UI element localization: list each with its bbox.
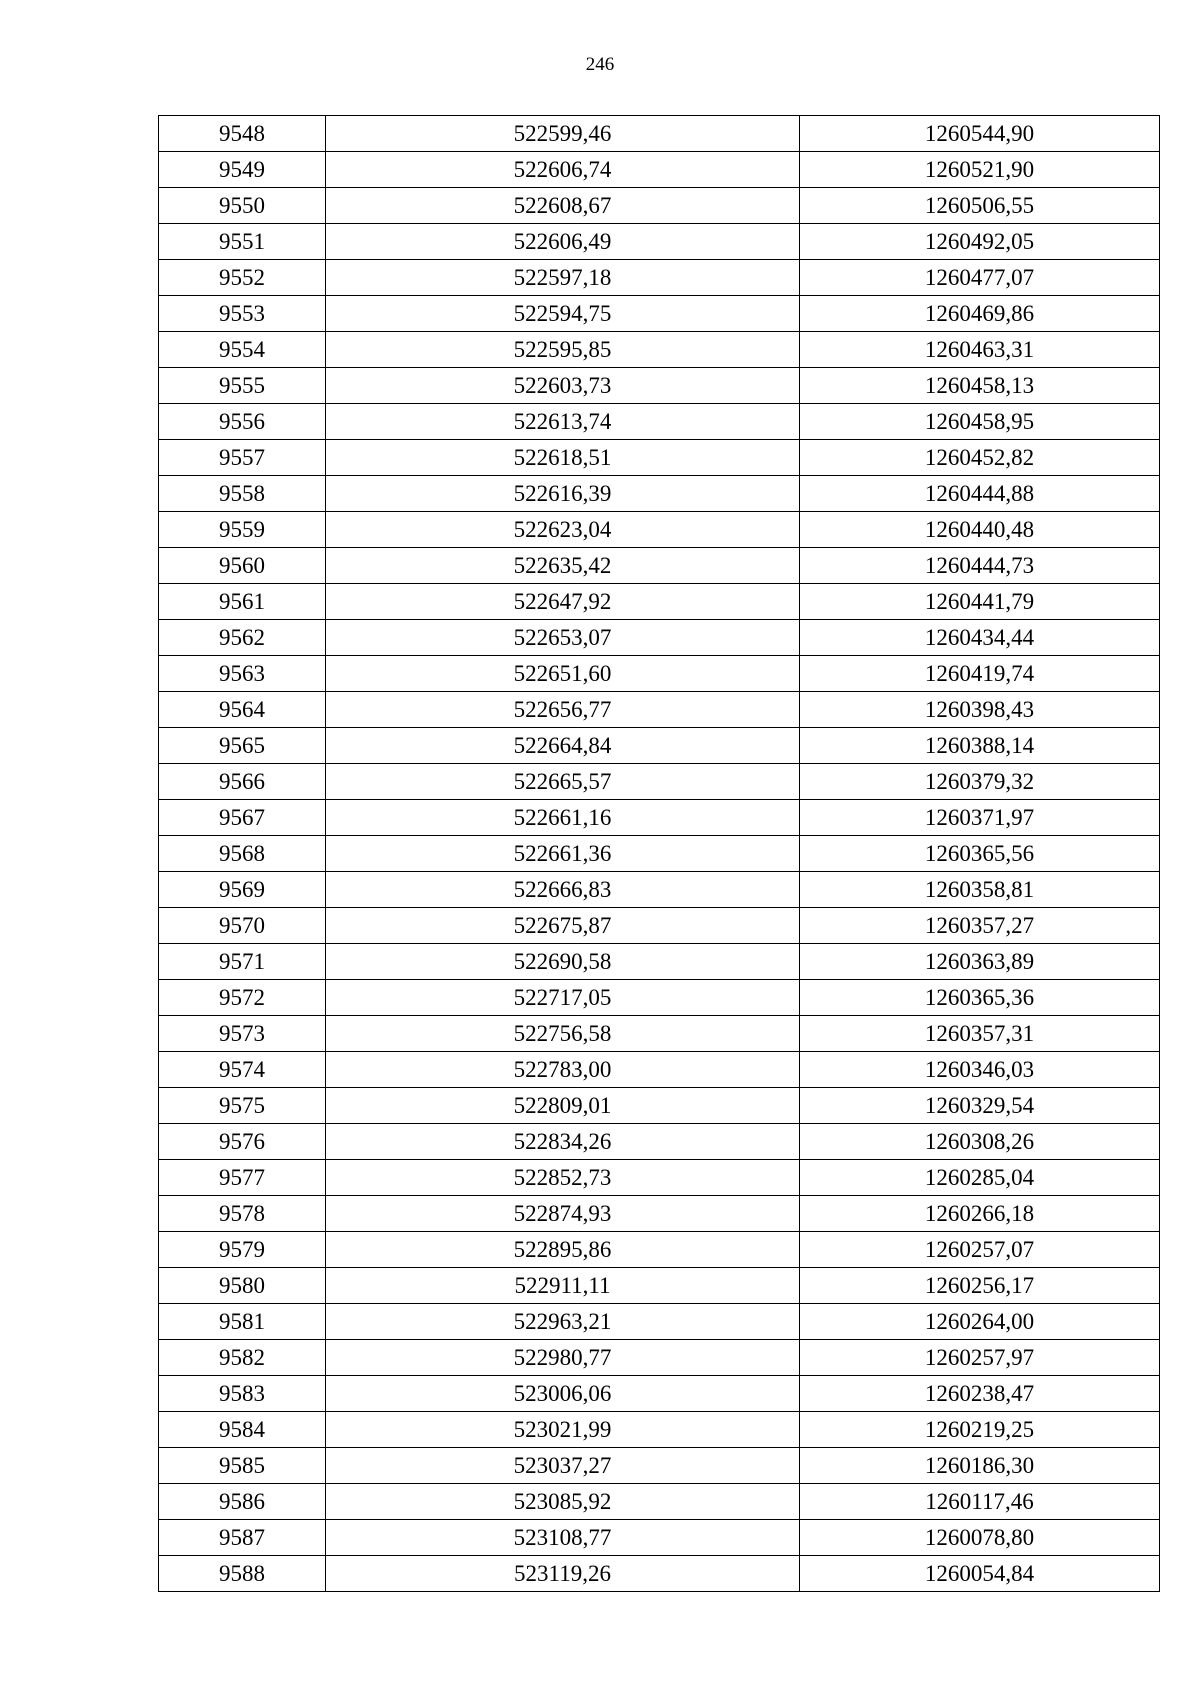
point-number-cell: 9568 [159, 836, 326, 872]
point-number-cell: 9554 [159, 332, 326, 368]
x-coordinate-cell: 522834,26 [326, 1124, 800, 1160]
table-row [159, 116, 1160, 152]
point-number-cell: 9563 [159, 656, 326, 692]
table-row [159, 1160, 1160, 1196]
point-number-cell: 9586 [159, 1484, 326, 1520]
table-row [159, 584, 1160, 620]
x-coordinate-cell: 522647,92 [326, 584, 800, 620]
table-row [159, 1016, 1160, 1052]
x-coordinate-cell: 522623,04 [326, 512, 800, 548]
point-number-cell: 9556 [159, 404, 326, 440]
point-number-cell: 9575 [159, 1088, 326, 1124]
point-number-cell: 9548 [159, 116, 326, 152]
point-number-cell: 9561 [159, 584, 326, 620]
table-row [159, 1304, 1160, 1340]
table-row [159, 152, 1160, 188]
y-coordinate-cell: 1260477,07 [800, 260, 1160, 296]
point-number-cell: 9583 [159, 1376, 326, 1412]
x-coordinate-cell: 522874,93 [326, 1196, 800, 1232]
x-coordinate-cell: 523119,26 [326, 1556, 800, 1592]
x-coordinate-cell: 522783,00 [326, 1052, 800, 1088]
point-number-cell: 9551 [159, 224, 326, 260]
y-coordinate-cell: 1260458,13 [800, 368, 1160, 404]
x-coordinate-cell: 522661,16 [326, 800, 800, 836]
point-number-cell: 9570 [159, 908, 326, 944]
x-coordinate-cell: 522635,42 [326, 548, 800, 584]
y-coordinate-cell: 1260257,97 [800, 1340, 1160, 1376]
x-coordinate-cell: 522618,51 [326, 440, 800, 476]
point-number-cell: 9566 [159, 764, 326, 800]
table-row [159, 1484, 1160, 1520]
x-coordinate-cell: 522595,85 [326, 332, 800, 368]
y-coordinate-cell: 1260458,95 [800, 404, 1160, 440]
point-number-cell: 9582 [159, 1340, 326, 1376]
x-coordinate-cell: 522980,77 [326, 1340, 800, 1376]
table-row [159, 440, 1160, 476]
y-coordinate-cell: 1260544,90 [800, 116, 1160, 152]
table-row [159, 1088, 1160, 1124]
y-coordinate-cell: 1260257,07 [800, 1232, 1160, 1268]
y-coordinate-cell: 1260492,05 [800, 224, 1160, 260]
y-coordinate-cell: 1260054,84 [800, 1556, 1160, 1592]
x-coordinate-cell: 522963,21 [326, 1304, 800, 1340]
table-row [159, 944, 1160, 980]
table-row [159, 1520, 1160, 1556]
y-coordinate-cell: 1260078,80 [800, 1520, 1160, 1556]
table-row [159, 1448, 1160, 1484]
x-coordinate-cell: 522653,07 [326, 620, 800, 656]
point-number-cell: 9585 [159, 1448, 326, 1484]
x-coordinate-cell: 522664,84 [326, 728, 800, 764]
x-coordinate-cell: 522665,57 [326, 764, 800, 800]
coordinates-table-body [159, 116, 1160, 1592]
x-coordinate-cell: 522809,01 [326, 1088, 800, 1124]
x-coordinate-cell: 522675,87 [326, 908, 800, 944]
x-coordinate-cell: 523037,27 [326, 1448, 800, 1484]
table-row [159, 368, 1160, 404]
y-coordinate-cell: 1260117,46 [800, 1484, 1160, 1520]
table-row [159, 260, 1160, 296]
table-row [159, 728, 1160, 764]
x-coordinate-cell: 522613,74 [326, 404, 800, 440]
table-row [159, 1052, 1160, 1088]
x-coordinate-cell: 522661,36 [326, 836, 800, 872]
point-number-cell: 9588 [159, 1556, 326, 1592]
table-row [159, 1232, 1160, 1268]
x-coordinate-cell: 523108,77 [326, 1520, 800, 1556]
x-coordinate-cell: 522608,67 [326, 188, 800, 224]
point-number-cell: 9576 [159, 1124, 326, 1160]
point-number-cell: 9550 [159, 188, 326, 224]
y-coordinate-cell: 1260256,17 [800, 1268, 1160, 1304]
x-coordinate-cell: 522594,75 [326, 296, 800, 332]
table-row [159, 188, 1160, 224]
point-number-cell: 9581 [159, 1304, 326, 1340]
x-coordinate-cell: 522666,83 [326, 872, 800, 908]
y-coordinate-cell: 1260264,00 [800, 1304, 1160, 1340]
point-number-cell: 9587 [159, 1520, 326, 1556]
x-coordinate-cell: 523021,99 [326, 1412, 800, 1448]
point-number-cell: 9555 [159, 368, 326, 404]
y-coordinate-cell: 1260365,56 [800, 836, 1160, 872]
point-number-cell: 9572 [159, 980, 326, 1016]
point-number-cell: 9565 [159, 728, 326, 764]
table-row [159, 908, 1160, 944]
y-coordinate-cell: 1260379,32 [800, 764, 1160, 800]
y-coordinate-cell: 1260365,36 [800, 980, 1160, 1016]
table-row [159, 1196, 1160, 1232]
point-number-cell: 9579 [159, 1232, 326, 1268]
y-coordinate-cell: 1260469,86 [800, 296, 1160, 332]
x-coordinate-cell: 522599,46 [326, 116, 800, 152]
x-coordinate-cell: 523085,92 [326, 1484, 800, 1520]
coordinates-table [158, 115, 1160, 1592]
y-coordinate-cell: 1260398,43 [800, 692, 1160, 728]
table-row [159, 1376, 1160, 1412]
x-coordinate-cell: 522690,58 [326, 944, 800, 980]
y-coordinate-cell: 1260434,44 [800, 620, 1160, 656]
y-coordinate-cell: 1260219,25 [800, 1412, 1160, 1448]
y-coordinate-cell: 1260388,14 [800, 728, 1160, 764]
table-row [159, 1124, 1160, 1160]
x-coordinate-cell: 522651,60 [326, 656, 800, 692]
point-number-cell: 9577 [159, 1160, 326, 1196]
table-row [159, 476, 1160, 512]
table-row [159, 512, 1160, 548]
point-number-cell: 9558 [159, 476, 326, 512]
page-number: 246 [585, 54, 615, 75]
table-row [159, 224, 1160, 260]
y-coordinate-cell: 1260441,79 [800, 584, 1160, 620]
table-row [159, 404, 1160, 440]
point-number-cell: 9584 [159, 1412, 326, 1448]
y-coordinate-cell: 1260346,03 [800, 1052, 1160, 1088]
table-row [159, 872, 1160, 908]
table-row [159, 692, 1160, 728]
y-coordinate-cell: 1260363,89 [800, 944, 1160, 980]
point-number-cell: 9564 [159, 692, 326, 728]
y-coordinate-cell: 1260440,48 [800, 512, 1160, 548]
table-row [159, 1340, 1160, 1376]
point-number-cell: 9573 [159, 1016, 326, 1052]
x-coordinate-cell: 522597,18 [326, 260, 800, 296]
x-coordinate-cell: 522911,11 [326, 1268, 800, 1304]
y-coordinate-cell: 1260444,73 [800, 548, 1160, 584]
y-coordinate-cell: 1260506,55 [800, 188, 1160, 224]
point-number-cell: 9549 [159, 152, 326, 188]
x-coordinate-cell: 523006,06 [326, 1376, 800, 1412]
table-row [159, 1268, 1160, 1304]
table-row [159, 620, 1160, 656]
table-row [159, 548, 1160, 584]
point-number-cell: 9562 [159, 620, 326, 656]
table-row [159, 296, 1160, 332]
y-coordinate-cell: 1260266,18 [800, 1196, 1160, 1232]
x-coordinate-cell: 522616,39 [326, 476, 800, 512]
table-row [159, 836, 1160, 872]
y-coordinate-cell: 1260521,90 [800, 152, 1160, 188]
x-coordinate-cell: 522656,77 [326, 692, 800, 728]
x-coordinate-cell: 522606,49 [326, 224, 800, 260]
y-coordinate-cell: 1260444,88 [800, 476, 1160, 512]
x-coordinate-cell: 522852,73 [326, 1160, 800, 1196]
x-coordinate-cell: 522895,86 [326, 1232, 800, 1268]
x-coordinate-cell: 522606,74 [326, 152, 800, 188]
table-row [159, 656, 1160, 692]
y-coordinate-cell: 1260358,81 [800, 872, 1160, 908]
table-row [159, 332, 1160, 368]
point-number-cell: 9578 [159, 1196, 326, 1232]
y-coordinate-cell: 1260308,26 [800, 1124, 1160, 1160]
table-row [159, 764, 1160, 800]
table-row [159, 980, 1160, 1016]
y-coordinate-cell: 1260419,74 [800, 656, 1160, 692]
point-number-cell: 9559 [159, 512, 326, 548]
point-number-cell: 9553 [159, 296, 326, 332]
table-row [159, 1412, 1160, 1448]
x-coordinate-cell: 522717,05 [326, 980, 800, 1016]
y-coordinate-cell: 1260371,97 [800, 800, 1160, 836]
x-coordinate-cell: 522756,58 [326, 1016, 800, 1052]
point-number-cell: 9580 [159, 1268, 326, 1304]
y-coordinate-cell: 1260357,27 [800, 908, 1160, 944]
y-coordinate-cell: 1260238,47 [800, 1376, 1160, 1412]
point-number-cell: 9569 [159, 872, 326, 908]
y-coordinate-cell: 1260463,31 [800, 332, 1160, 368]
y-coordinate-cell: 1260285,04 [800, 1160, 1160, 1196]
y-coordinate-cell: 1260186,30 [800, 1448, 1160, 1484]
table-row [159, 800, 1160, 836]
point-number-cell: 9567 [159, 800, 326, 836]
point-number-cell: 9571 [159, 944, 326, 980]
point-number-cell: 9557 [159, 440, 326, 476]
point-number-cell: 9574 [159, 1052, 326, 1088]
point-number-cell: 9560 [159, 548, 326, 584]
table-row [159, 1556, 1160, 1592]
y-coordinate-cell: 1260452,82 [800, 440, 1160, 476]
x-coordinate-cell: 522603,73 [326, 368, 800, 404]
y-coordinate-cell: 1260329,54 [800, 1088, 1160, 1124]
y-coordinate-cell: 1260357,31 [800, 1016, 1160, 1052]
point-number-cell: 9552 [159, 260, 326, 296]
